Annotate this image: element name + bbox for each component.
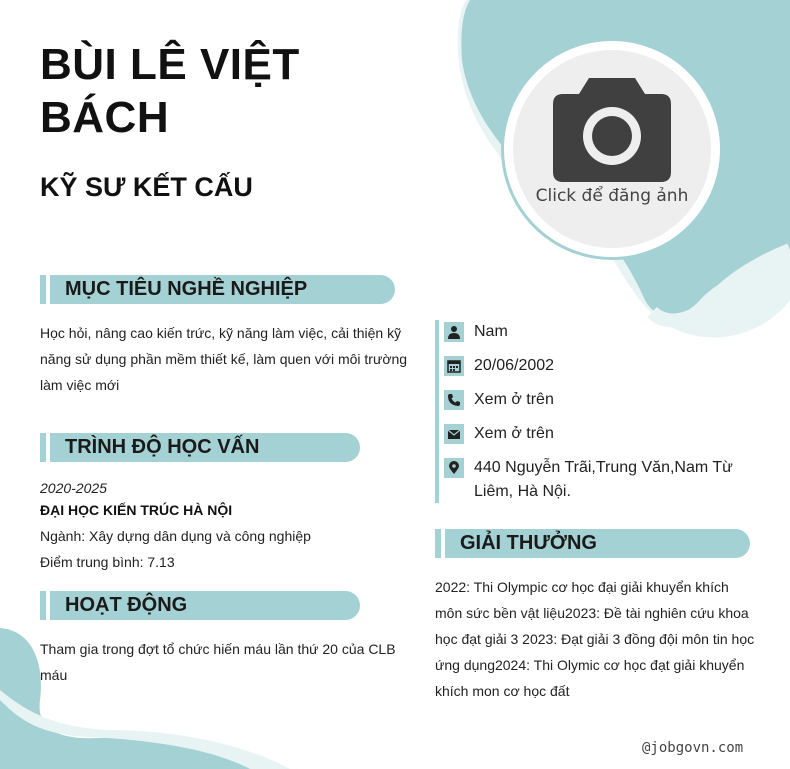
contact-birthday: 20/06/2002: [474, 357, 555, 374]
avatar-upload-label: Click để đăng ảnh: [535, 186, 689, 206]
avatar-upload[interactable]: [513, 50, 711, 248]
person-icon: [444, 322, 464, 342]
section-title: HOẠT ĐỘNG: [65, 594, 188, 616]
candidate-name: BÙI LÊ VIỆT BÁCH: [40, 40, 300, 142]
job-title: KỸ SƯ KẾT CẤU: [40, 172, 253, 202]
section-header-activities: [40, 591, 360, 620]
section-header-education: [40, 433, 360, 462]
education-period: 2020-2025: [40, 480, 107, 496]
watermark: @jobgovn.com: [642, 740, 744, 756]
contact-email: Xem ở trên: [474, 425, 554, 442]
email-icon: [444, 424, 464, 444]
section-title: TRÌNH ĐỘ HỌC VẤN: [65, 436, 260, 458]
education-school: ĐẠI HỌC KIẾN TRÚC HÀ NỘI: [40, 502, 233, 518]
contact-phone: Xem ở trên: [474, 391, 554, 408]
activities-text: Tham gia trong đợt tổ chức hiến máu lần thứ 20 của CLB máu: [40, 641, 396, 683]
objective-text: Học hỏi, nâng cao kiến trức, kỹ năng làm việc, cải thiện kỹ năng sử dụng phần mềm thiết kế, làm quen với môi trường làm việc mới: [40, 325, 408, 393]
awards-text: 2022: Thi Olympic cơ học đại giải khuyển khích môn sức bền vật liệu2023: Đề tài nghiên cứu khoa học đạt giải 3 2023: Đạt giải 3 đồng đội môn tin học ứng dụng2024: Thi Olymic cơ học đạt giải khuyển khích mon cơ học đất: [435, 579, 755, 699]
section-title: MỤC TIÊU NGHỀ NGHIỆP: [65, 278, 308, 300]
calendar-icon: [444, 356, 464, 376]
contact-address: 440 Nguyễn Trãi,Trung Văn,Nam Từ Liêm, Hà Nội.: [474, 459, 733, 500]
education-major: Ngành: Xây dựng dân dụng và công nghiệp: [40, 528, 311, 544]
section-header-awards: [435, 529, 750, 558]
section-title: GIẢI THƯỞNG: [460, 532, 597, 554]
section-header-objective: [40, 275, 395, 304]
location-icon: [444, 458, 464, 478]
phone-icon: [444, 390, 464, 410]
education-gpa: Điểm trung bình: 7.13: [40, 554, 175, 570]
contact-gender: Nam: [474, 323, 508, 340]
contact-divider: [435, 320, 439, 503]
